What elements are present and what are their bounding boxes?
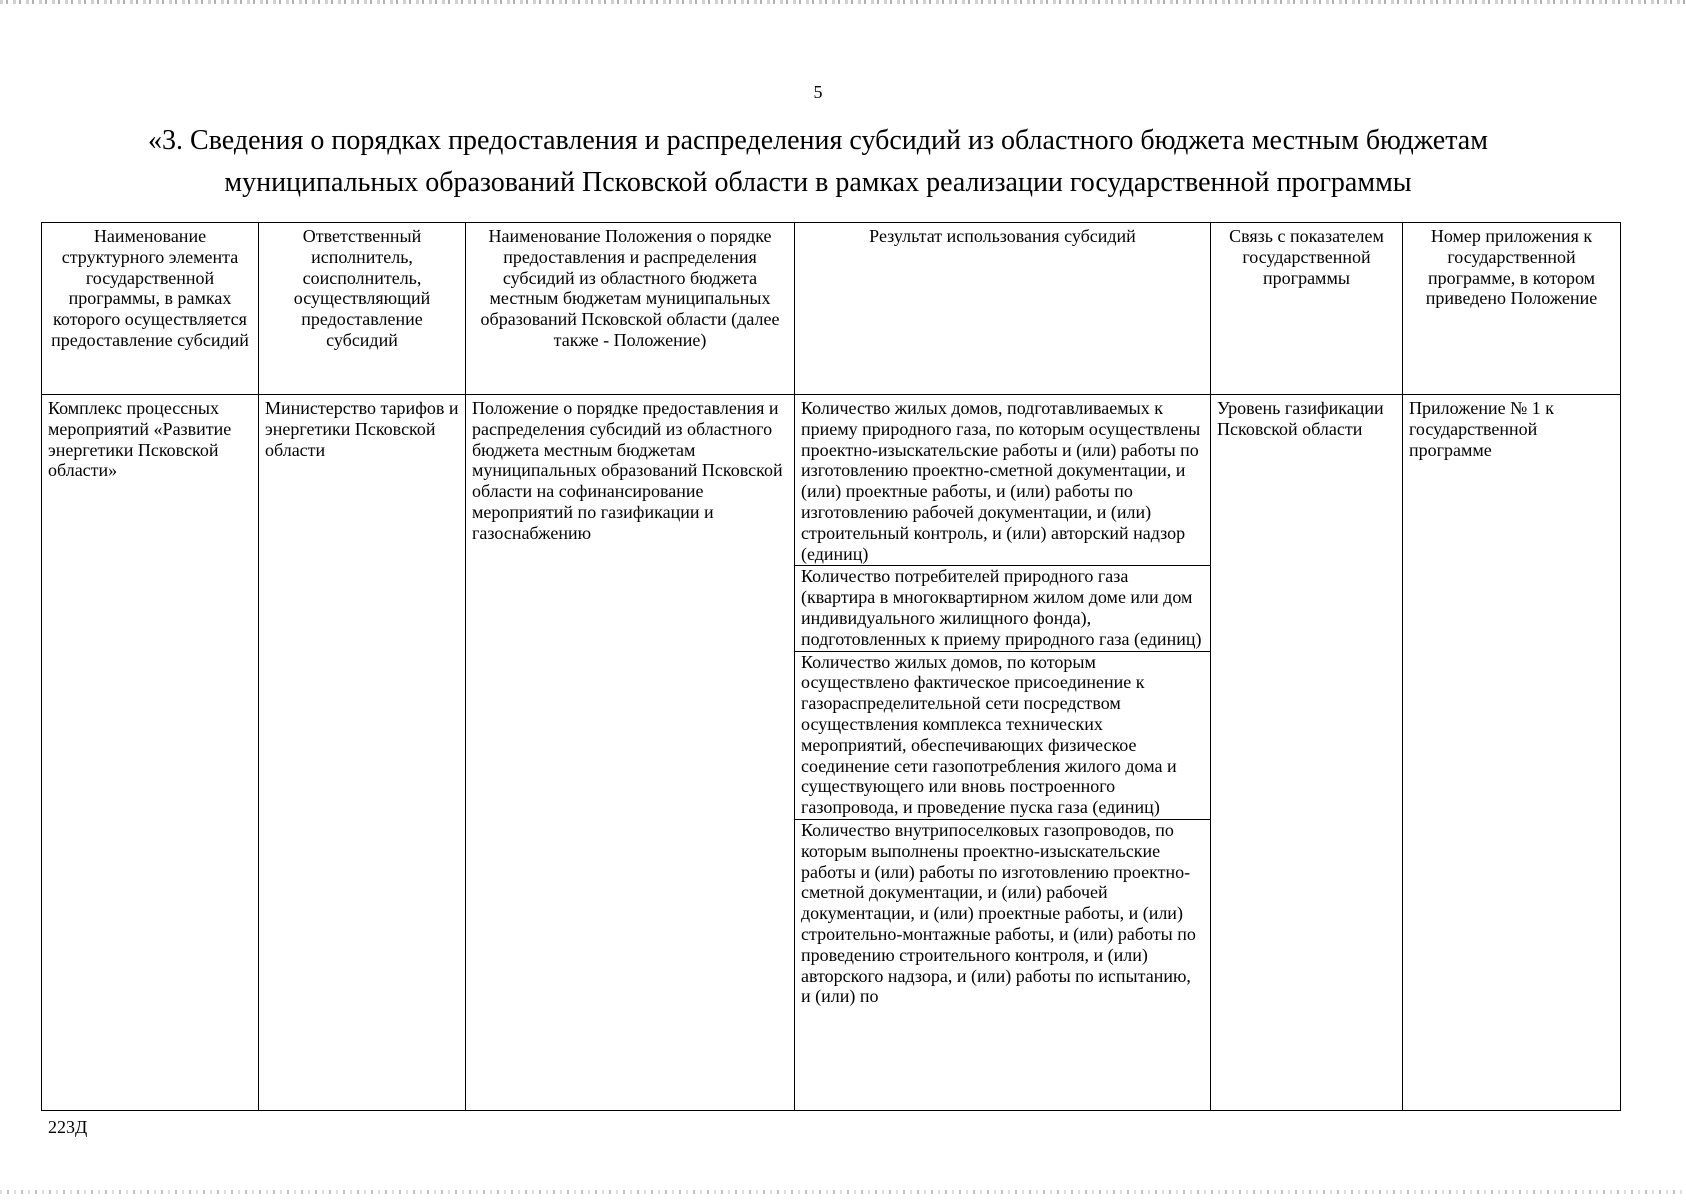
header-responsible-executor: Ответственный исполнитель, соисполнитель, осуществляющий предоставление субсидий (259, 223, 466, 395)
cell-subsidy-results (795, 395, 1211, 1111)
table-header-row (42, 223, 1621, 395)
cell-regulation-name: Положение о порядке предоставления и распределения субсидий из областного бюджета местным бюджетам муниципальных образований Псковской области на софинансирование мероприятий по газификации и газоснабжению (466, 395, 795, 1111)
page-number: 5 (813, 82, 823, 102)
subsidies-table (41, 222, 1621, 1111)
table-row (42, 395, 1621, 1111)
cell-indicator-link: Уровень газификации Псковской области (1211, 395, 1403, 1111)
result-item: Количество жилых домов, подготавливаемых к приему природного газа, по которым осуществлены проектно-изыскательские работы и (или) работы по изготовлению проектно-сметной документации, и (или) проектные работы, и (или) работы по изготовлению рабочей документации, и (или) строительный контроль, и (или) авторский надзор (единиц) (795, 398, 1210, 566)
scan-edge-top (0, 0, 1686, 4)
cell-appendix-number: Приложение № 1 к государственной программе (1403, 395, 1621, 1111)
header-structural-element: Наименование структурного элемента государственной программы, в рамках которого осуществляется предоставление субсидий (42, 223, 259, 395)
result-item: Количество потребителей природного газа (квартира в многоквартирном жилом доме или дом индивидуального жилищного фонда), подготовленных к приему природного газа (единиц) (795, 566, 1210, 651)
cell-structural-element: Комплекс процессных мероприятий «Развитие энергетики Псковской области» (42, 395, 259, 1111)
document-title (60, 120, 1576, 204)
cell-responsible-executor: Министерство тарифов и энергетики Псковской области (259, 395, 466, 1111)
result-item: Количество жилых домов, по которым осуществлено фактическое присоединение к газораспределительной сети посредством осуществления комплекса технических мероприятий, обеспечивающих физическое соединение сети газопотребления жилого дома и существующего или вновь построенного газопровода, и проведение пуска газа (единиц) (795, 652, 1210, 820)
header-subsidy-result: Результат использования субсидий (795, 223, 1211, 395)
title-line-1: «3. Сведения о порядках предоставления и распределения субсидий из областного бюджета местным бюджетам (148, 125, 1488, 156)
scan-edge-bottom (0, 1190, 1686, 1194)
result-item: Количество внутрипоселковых газопроводов, по которым выполнены проектно-изыскательские работы и (или) работы по изготовлению проектно-сметной документации, и (или) рабочей документации, и (или) проектные работы, и (или) строительно-монтажные работы, и (или) работы по проведению строительного контроля, и (или) авторского надзора, и (или) работы по испытанию, и (или) по (801, 819, 1196, 1007)
header-indicator-link: Связь с показателем государственной программы (1211, 223, 1403, 395)
title-line-2: муниципальных образований Псковской области в рамках реализации государственной программы (224, 167, 1412, 198)
header-regulation-name: Наименование Положения о порядке предоставления и распределения субсидий из областного бюджета местным бюджетам муниципальных образований Псковской области (далее также - Положение) (466, 223, 795, 395)
header-appendix-number: Номер приложения к государственной программе, в котором приведено Положение (1403, 223, 1621, 395)
document-code: 223Д (48, 1117, 88, 1137)
